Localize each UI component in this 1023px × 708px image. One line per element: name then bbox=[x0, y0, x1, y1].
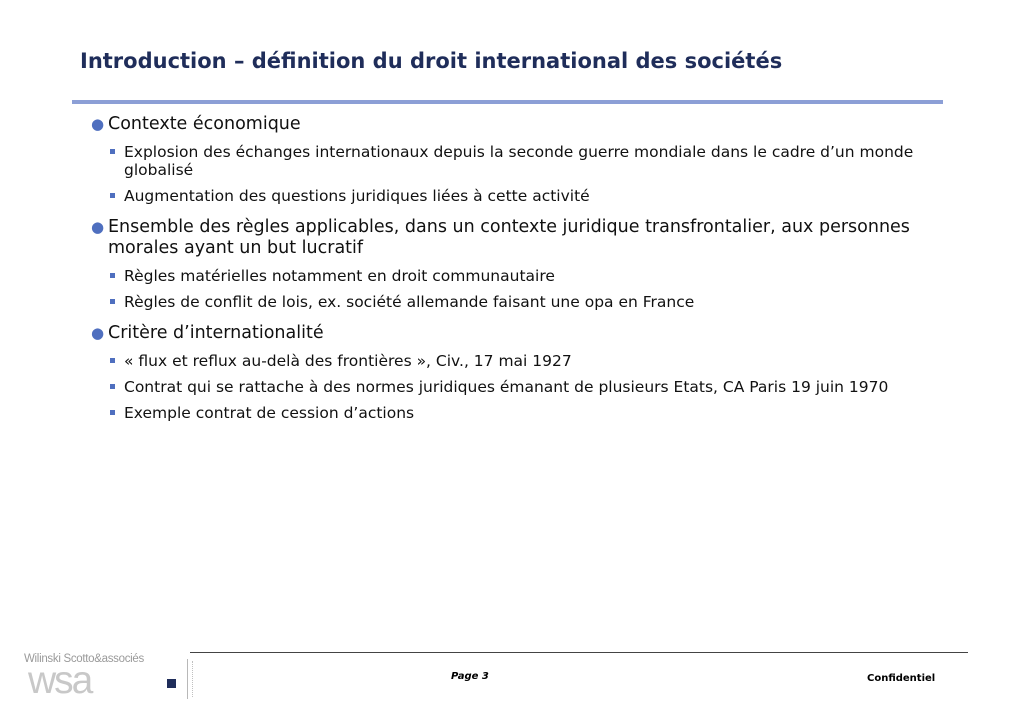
list-item-text: Explosion des échanges internationaux depuis la seconde guerre mondiale dans le cadre d’un monde globalisé bbox=[124, 143, 914, 179]
list-item-text: Règles matérielles notamment en droit communautaire bbox=[124, 267, 555, 285]
list-item bbox=[90, 378, 930, 396]
section-label: Contexte économique bbox=[108, 114, 301, 134]
bullet-section bbox=[90, 114, 930, 135]
list-item-text: Exemple contrat de cession d’actions bbox=[124, 404, 415, 422]
square-bullet-icon bbox=[110, 410, 115, 415]
square-bullet-icon bbox=[110, 384, 115, 389]
company-logo bbox=[24, 653, 194, 703]
bullet-section bbox=[90, 217, 930, 259]
list-item bbox=[90, 187, 930, 205]
square-bullet-icon bbox=[110, 273, 115, 278]
bullet-section bbox=[90, 323, 930, 344]
square-bullet-icon bbox=[110, 299, 115, 304]
section-label: Ensemble des règles applicables, dans un contexte juridique transfrontalier, aux personnes morales ayant un but lucratif bbox=[108, 217, 910, 258]
square-bullet-icon bbox=[110, 149, 115, 154]
title-divider bbox=[72, 100, 943, 104]
square-bullet-icon bbox=[110, 193, 115, 198]
confidential-label: Confidentiel bbox=[867, 673, 936, 684]
list-item bbox=[90, 267, 930, 285]
list-item bbox=[90, 404, 930, 422]
list-item bbox=[90, 143, 930, 179]
footer-divider bbox=[190, 652, 968, 653]
round-bullet-icon: ● bbox=[91, 324, 105, 342]
section-label: Critère d’internationalité bbox=[108, 323, 324, 343]
logo-firm-name: Wilinski Scotto&associés bbox=[24, 653, 144, 665]
slide-title: Introduction – définition du droit international des sociétés bbox=[80, 49, 783, 73]
logo-mark: wsa bbox=[28, 659, 92, 702]
round-bullet-icon: ● bbox=[91, 115, 105, 133]
list-item bbox=[90, 293, 930, 311]
page-number: Page 3 bbox=[451, 671, 489, 682]
round-bullet-icon: ● bbox=[91, 218, 105, 236]
logo-divider bbox=[187, 659, 188, 699]
list-item-text: Augmentation des questions juridiques liées à cette activité bbox=[124, 187, 590, 205]
slide-content bbox=[90, 114, 930, 422]
square-bullet-icon bbox=[110, 358, 115, 363]
list-item bbox=[90, 352, 930, 370]
list-item-text: Règles de conflit de lois, ex. société allemande faisant une opa en France bbox=[124, 293, 695, 311]
list-item-text: Contrat qui se rattache à des normes juridiques émanant de plusieurs Etats, CA Paris 19 juin 1970 bbox=[124, 378, 889, 396]
logo-side-text bbox=[192, 661, 197, 697]
logo-square-icon bbox=[167, 679, 176, 688]
list-item-text: « flux et reflux au-delà des frontières », Civ., 17 mai 1927 bbox=[124, 352, 572, 370]
